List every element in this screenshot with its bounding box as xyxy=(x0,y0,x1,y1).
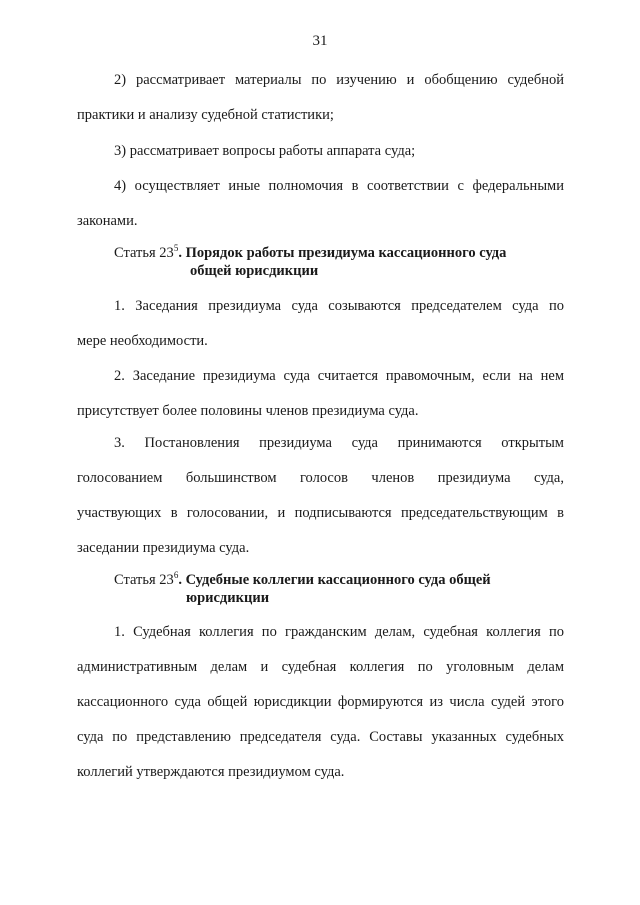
paragraph-line: 1. Заседания президиума суда созываются председателем суда по xyxy=(114,298,564,314)
article-number: Статья 23 xyxy=(114,245,174,261)
page-number: 31 xyxy=(312,33,328,49)
paragraph-line: заседании президиума суда. xyxy=(77,540,250,556)
paragraph-line: кассационного суда общей юрисдикции формируются из числа судей этого xyxy=(77,694,564,710)
paragraph-line: законами. xyxy=(77,213,138,229)
paragraph-line: мере необходимости. xyxy=(77,333,208,349)
paragraph-line: голосованием большинством голосов членов президиума суда, xyxy=(77,470,564,486)
article-superscript: 5 xyxy=(173,243,179,253)
paragraph-line: участвующих в голосовании, и подписываются председательствующим в xyxy=(77,505,564,521)
paragraph-line: 3. Постановления президиума суда принимаются открытым xyxy=(114,435,564,451)
article-title-continuation: общей юрисдикции xyxy=(190,263,319,279)
paragraph-line: 1. Судебная коллегия по гражданским делам, судебная коллегия по xyxy=(114,624,564,640)
paragraph-line: 2) рассматривает материалы по изучению и обобщению судебной xyxy=(114,72,564,88)
paragraph-line: 4) осуществляет иные полномочия в соответствии с федеральными xyxy=(114,178,564,194)
paragraph-line: 2. Заседание президиума суда считается правомочным, если на нем xyxy=(114,368,564,384)
article-title-continuation: юрисдикции xyxy=(186,590,270,606)
paragraph-line: практики и анализу судебной статистики; xyxy=(77,107,334,123)
paragraph-line: 3) рассматривает вопросы работы аппарата суда; xyxy=(114,143,416,159)
article-superscript: 6 xyxy=(173,570,179,580)
article-number: Статья 23 xyxy=(114,572,174,588)
article-title: . Порядок работы президиума кассационного суда xyxy=(178,245,507,261)
article-heading xyxy=(114,571,491,589)
paragraph-line: административным делам и судебная коллегия по уголовным делам xyxy=(77,659,564,675)
article-heading xyxy=(114,244,506,262)
paragraph-line: суда по представлению председателя суда. Составы указанных судебных xyxy=(77,729,564,745)
paragraph-line: присутствует более половины членов президиума суда. xyxy=(77,403,419,419)
article-title: . Судебные коллегии кассационного суда общей xyxy=(178,572,491,588)
paragraph-line: коллегий утверждаются президиумом суда. xyxy=(77,764,345,780)
